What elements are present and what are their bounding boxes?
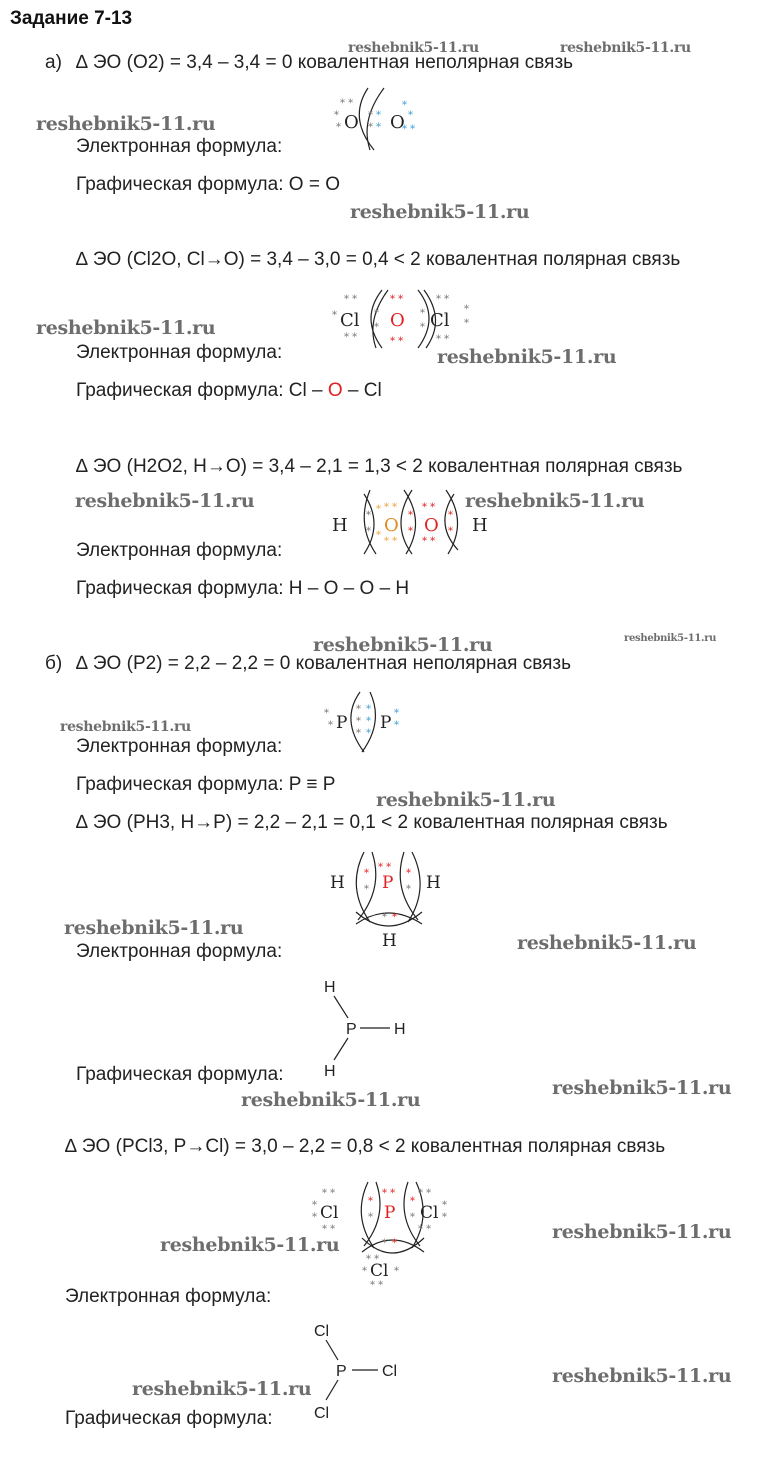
svg-text:*: * (402, 100, 407, 111)
cl2o-electronic-label: Электронная формула: (76, 342, 283, 363)
o2-electron-diagram (330, 86, 420, 154)
pcl3-electronic-label: Электронная формула: (65, 1286, 272, 1307)
svg-text:*: * (408, 110, 413, 121)
p2-graphic-line: Графическая формула: P ≡ P (76, 774, 336, 795)
svg-text:* *: * * (390, 294, 404, 305)
watermark: reshebnik5-11.ru (552, 1365, 732, 1387)
h2o2-atom-o-right: O (424, 515, 439, 536)
svg-text:* *: * * (418, 1224, 432, 1235)
svg-text:* *: * * (436, 334, 450, 345)
svg-text:*: * (382, 912, 387, 923)
watermark: reshebnik5-11.ru (60, 719, 191, 735)
svg-text:*: * (364, 884, 369, 895)
svg-text:* *: * * (402, 124, 416, 135)
h2o2-atom-h-left: H (332, 515, 348, 536)
svg-text:*: * (410, 1212, 415, 1223)
svg-text:*: * (368, 1196, 373, 1207)
svg-text:*: * (464, 304, 469, 315)
svg-text:*: * (312, 1212, 317, 1223)
watermark: reshebnik5-11.ru (552, 1077, 732, 1099)
svg-text:*: * (362, 1266, 367, 1277)
o2-graphic-line: Графическая формула: O = O (76, 174, 340, 195)
svg-text:*: * (366, 728, 371, 739)
watermark: reshebnik5-11.ru (241, 1089, 421, 1111)
svg-text:*: * (376, 530, 381, 541)
svg-text:*: * (420, 322, 425, 333)
pcl3-atom-cl-left: Cl (320, 1203, 339, 1223)
pcl3-struct-cl-right: Cl (382, 1363, 398, 1380)
svg-text:*: * (368, 122, 373, 133)
ph3-electronic-label: Электронная формула: (76, 941, 283, 962)
svg-text:* *: * * (422, 502, 436, 513)
h2o2-graphic-line: Графическая формула: H – O – O – H (76, 578, 410, 599)
svg-text:*: * (332, 310, 337, 321)
svg-text:*: * (336, 122, 341, 133)
ph3-struct-p: P (346, 1021, 357, 1038)
svg-text:*: * (366, 704, 371, 715)
svg-text:*: * (376, 504, 381, 515)
cl2o-atom-o: O (390, 310, 405, 331)
task-title: Задание 7-13 (10, 8, 133, 29)
watermark: reshebnik5-11.ru (552, 1221, 732, 1243)
h2o2-atom-h-right: H (472, 515, 488, 536)
svg-text:*: * (394, 720, 399, 731)
watermark: reshebnik5-11.ru (437, 346, 617, 368)
ph3-atom-h-right: H (426, 873, 441, 893)
svg-text:* *: * * (384, 502, 398, 513)
ph3-atom-h-left: H (330, 873, 345, 893)
svg-text:*: * (374, 322, 379, 333)
svg-text:*: * (382, 1238, 387, 1249)
svg-text:*: * (366, 716, 371, 727)
pcl3-atom-p: P (384, 1203, 396, 1223)
watermark: reshebnik5-11.ru (465, 490, 645, 512)
svg-text:*: * (448, 510, 453, 521)
svg-text:*: * (392, 1238, 397, 1249)
svg-text:*: * (406, 884, 411, 895)
svg-text:* *: * * (344, 332, 358, 343)
ph3-struct-h-bottom: H (324, 1063, 336, 1080)
watermark: reshebnik5-11.ru (313, 634, 493, 656)
svg-text:*: * (464, 318, 469, 329)
svg-text:*: * (376, 110, 381, 121)
pcl3-struct-cl-bottom: Cl (314, 1405, 330, 1422)
h2o2-electronic-label: Электронная формула: (76, 540, 283, 561)
pcl3-struct-p: P (336, 1363, 347, 1380)
svg-text:*: * (368, 1212, 373, 1223)
ph3-graphic-label: Графическая формула: (76, 1064, 284, 1085)
h2o2-delta-line: ∆ ЭО (H2O2, H→O) = 3,4 – 2,1 = 1,3 < 2 ковалентная полярная связь (76, 456, 683, 477)
svg-text:*: * (356, 728, 361, 739)
svg-text:*: * (410, 1196, 415, 1207)
p2-atom-left: P (336, 713, 348, 733)
pcl3-struct-cl-top: Cl (314, 1323, 330, 1340)
svg-text:* *: * * (390, 336, 404, 347)
svg-text:*: * (448, 526, 453, 537)
svg-text:*: * (364, 868, 369, 879)
svg-text:*: * (356, 716, 361, 727)
svg-text:*: * (408, 526, 413, 537)
pcl3-atom-cl-right: Cl (420, 1203, 439, 1223)
svg-text:* *: * * (344, 294, 358, 305)
cl2o-atom-cl-left: Cl (340, 310, 360, 331)
svg-text:* *: * * (384, 536, 398, 547)
pcl3-atom-cl-bottom: Cl (370, 1261, 389, 1281)
watermark: reshebnik5-11.ru (132, 1378, 312, 1400)
svg-text:*: * (328, 720, 333, 731)
watermark: reshebnik5-11.ru (160, 1234, 340, 1256)
pcl3-graphic-label: Графическая формула: (65, 1408, 273, 1429)
svg-text:*: * (442, 1200, 447, 1211)
watermark: reshebnik5-11.ru (348, 40, 479, 56)
watermark: reshebnik5-11.ru (376, 789, 556, 811)
pcl3-structural-formula (308, 1320, 408, 1424)
ph3-structural-formula (318, 976, 418, 1080)
ph3-delta-line: ∆ ЭО (PH3, H→P) = 2,2 – 2,1 = 0,1 < 2 ковалентная полярная связь (76, 812, 668, 833)
cl2o-electron-diagram (330, 288, 480, 350)
svg-text:*: * (394, 708, 399, 719)
watermark: reshebnik5-11.ru (36, 113, 216, 135)
o2-atom-left: O (344, 112, 359, 133)
ph3-atom-h-bottom: H (382, 931, 397, 951)
svg-text:*: * (312, 1200, 317, 1211)
o2-delta-line: ∆ ЭО (O2) = 3,4 – 3,4 = 0 ковалентная неполярная связь (76, 52, 574, 73)
watermark: reshebnik5-11.ru (350, 201, 530, 223)
svg-text:*: * (376, 122, 381, 133)
svg-text:*: * (420, 308, 425, 319)
h2o2-atom-o-left: O (384, 515, 399, 536)
svg-text:*: * (334, 110, 339, 121)
p2-atom-right: P (380, 713, 392, 733)
watermark: reshebnik5-11.ru (36, 317, 216, 339)
watermark: reshebnik5-11.ru (64, 917, 244, 939)
svg-text:*: * (392, 912, 397, 923)
cl2o-atom-cl-right: Cl (430, 310, 450, 331)
svg-text:*: * (324, 708, 329, 719)
svg-text:* *: * * (422, 536, 436, 547)
cl2o-delta-line: ∆ ЭО (Cl2O, Cl→O) = 3,4 – 3,0 = 0,4 < 2 ковалентная полярная связь (76, 249, 681, 270)
svg-text:*: * (356, 704, 361, 715)
svg-text:*: * (366, 510, 371, 521)
svg-text:*: * (374, 308, 379, 319)
cl2o-graphic-oxygen: O (327, 380, 343, 401)
p2-electron-diagram (322, 690, 412, 754)
svg-text:*: * (394, 1266, 399, 1277)
watermark: reshebnik5-11.ru (624, 633, 717, 644)
svg-text:* *: * * (340, 98, 354, 109)
svg-text:* *: * * (370, 1280, 384, 1291)
svg-text:*: * (442, 1212, 447, 1223)
cl2o-graphic-line: Графическая формула: Cl – O – Cl (76, 380, 382, 401)
watermark: reshebnik5-11.ru (517, 932, 697, 954)
watermark: reshebnik5-11.ru (75, 490, 255, 512)
ph3-atom-p: P (382, 873, 394, 893)
section-b-marker: б) (45, 653, 63, 674)
svg-text:*: * (406, 868, 411, 879)
watermark: reshebnik5-11.ru (560, 40, 691, 56)
svg-text:* *: * * (322, 1188, 336, 1199)
svg-text:* *: * * (418, 1188, 432, 1199)
svg-text:*: * (368, 110, 373, 121)
svg-text:* *: * * (436, 294, 450, 305)
o2-atom-right: O (390, 112, 405, 133)
svg-text:* *: * * (322, 1224, 336, 1235)
svg-text:* *: * * (366, 1254, 380, 1265)
p2-delta-line: ∆ ЭО (P2) = 2,2 – 2,2 = 0 ковалентная неполярная связь (76, 653, 571, 674)
p2-electronic-label: Электронная формула: (76, 736, 283, 757)
svg-text:* *: * * (378, 862, 392, 873)
svg-text:*: * (408, 510, 413, 521)
o2-electronic-label: Электронная формула: (76, 136, 283, 157)
ph3-struct-h-top: H (324, 979, 336, 996)
section-a-marker: а) (45, 52, 62, 73)
ph3-struct-h-right: H (394, 1021, 406, 1038)
ph3-electron-diagram (326, 848, 456, 952)
pcl3-delta-line: ∆ ЭО (PCl3, P→Cl) = 3,0 – 2,2 = 0,8 < 2 ковалентная полярная связь (65, 1136, 666, 1157)
svg-text:* *: * * (382, 1188, 396, 1199)
svg-text:*: * (366, 526, 371, 537)
